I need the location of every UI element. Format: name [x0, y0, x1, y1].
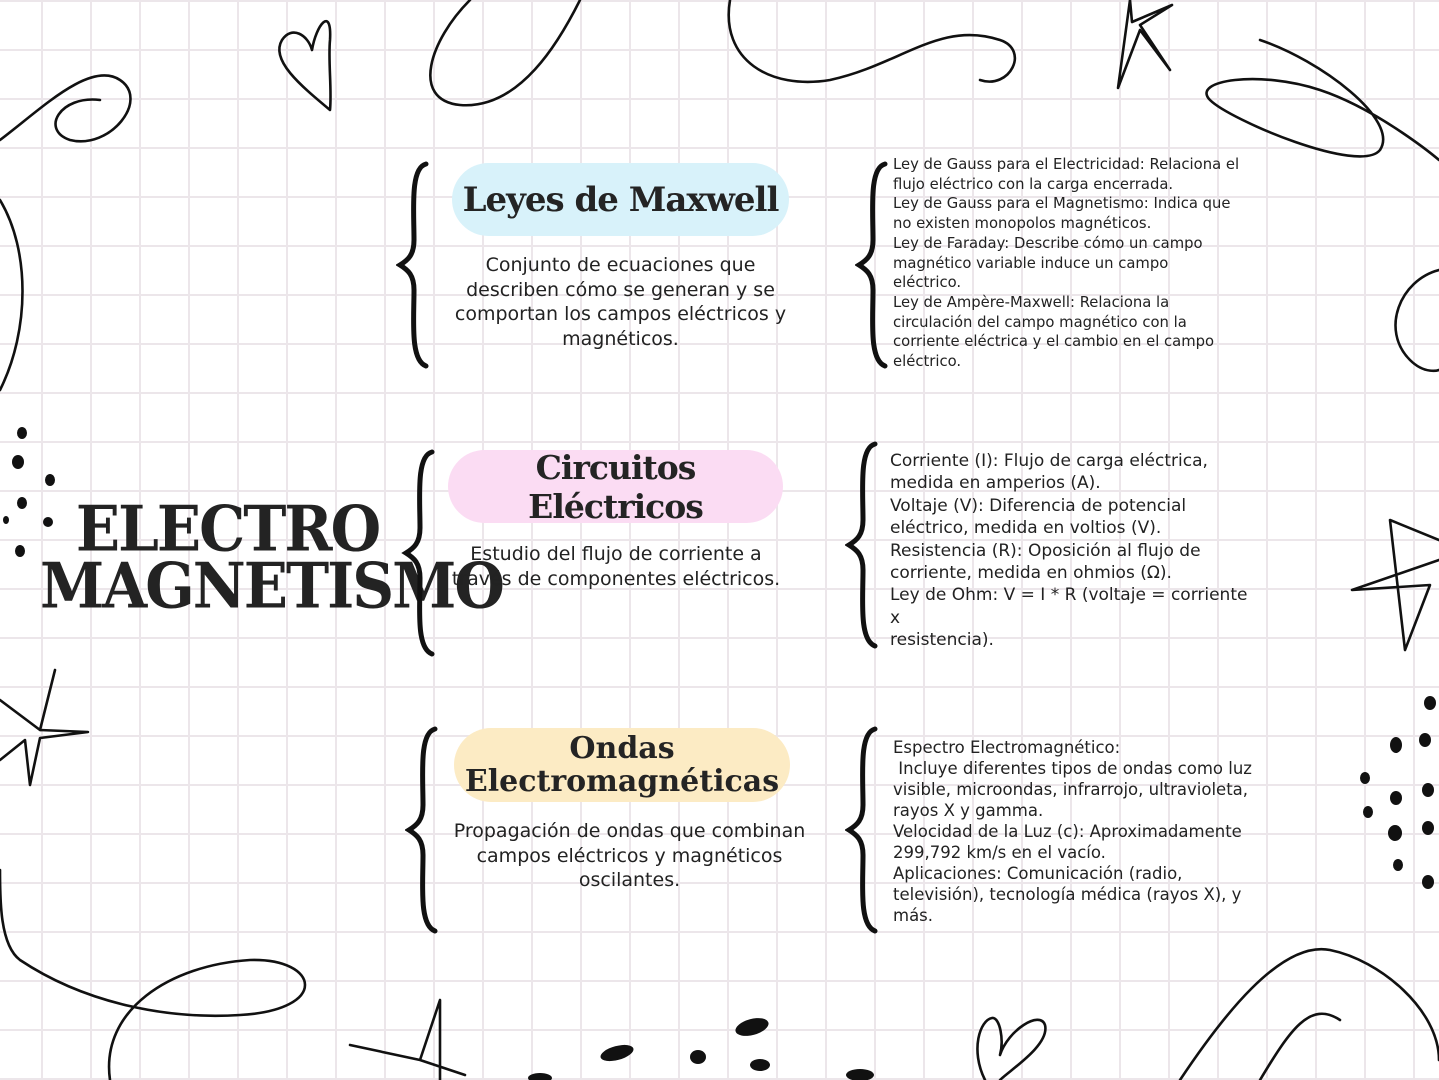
detail-line: circulación del campo magnético con la [893, 313, 1187, 331]
branch-description-maxwell: Conjunto de ecuaciones que describen cómo se generan y se comportan los campos eléctricos y magnéticos. [454, 254, 787, 350]
detail-line: Incluye diferentes tipos de ondas como luz [893, 759, 1252, 778]
loop-doodle [430, 0, 580, 105]
branch-details-maxwell [893, 155, 1263, 372]
detail-line: eléctrico, medida en voltios (V). [890, 518, 1162, 539]
loop-doodle [1180, 949, 1439, 1080]
loop-doodle [1396, 270, 1439, 371]
detail-line: flujo eléctrico con la carga encerrada. [893, 175, 1174, 193]
branch-title-circuits-text: Circuitos Eléctricos [528, 447, 703, 526]
detail-line: Ley de Faraday: Describe cómo un campo [893, 234, 1203, 252]
branch-description-waves: Propagación de ondas que combinan campos eléctricos y magnéticos oscilantes. [453, 820, 806, 891]
heart-doodle [279, 21, 330, 110]
squiggle-doodle [1260, 1014, 1340, 1080]
detail-line: Ley de Gauss para el Electricidad: Relaciona el [893, 156, 1240, 173]
detail-line: eléctrico. [893, 274, 962, 292]
star-doodle [350, 1000, 465, 1080]
detail-line: Aplicaciones: Comunicación (radio, [893, 864, 1183, 883]
detail-line: Corriente (I): Flujo de carga eléctrica, [890, 451, 1208, 471]
branch-title-circuits [448, 447, 783, 526]
heart-doodle [977, 1018, 1045, 1080]
detail-brace-middle [845, 440, 885, 650]
branch-title-maxwell [452, 163, 789, 236]
detail-line: no existen monopolos magnéticos. [893, 215, 1152, 233]
detail-line: magnético variable induce un campo [893, 254, 1169, 272]
main-topic-line1: ELECTRO [75, 492, 380, 566]
squiggle-doodle [729, 0, 1015, 82]
loop-doodle [1207, 40, 1439, 160]
dots-doodle [1424, 696, 1436, 710]
detail-line: Resistencia (R): Oposición al flujo de [890, 540, 1201, 561]
detail-line: más. [893, 906, 934, 925]
detail-line: rayos X y gamma. [893, 801, 1044, 820]
detail-line: Ley de Ohm: V = I * R (voltaje = corriente x [890, 585, 1253, 628]
main-brace-bottom [405, 725, 445, 935]
branch-title-maxwell-text: Leyes de Maxwell [462, 179, 779, 220]
squiggle-doodle [0, 200, 23, 390]
detail-line: visible, microondas, infrarrojo, ultravioleta, [893, 780, 1249, 799]
detail-line: Ley de Ampère-Maxwell: Relaciona la [893, 293, 1170, 311]
branch-description-circuits: Estudio del flujo de corriente a través de componentes eléctricos. [451, 543, 781, 590]
detail-line: televisión), tecnología médica (rayos X), y [893, 885, 1242, 904]
detail-line: corriente, medida en ohmios (Ω). [890, 563, 1172, 584]
detail-line: Velocidad de la Luz (c): Aproximadamente [893, 822, 1242, 841]
detail-brace-top [855, 160, 895, 370]
loop-doodle [0, 75, 130, 141]
detail-line: resistencia). [890, 630, 994, 651]
loop-doodle [0, 870, 305, 1080]
star-doodle [1352, 520, 1439, 650]
main-brace-middle [400, 448, 440, 658]
dots-doodle [734, 1015, 771, 1039]
detail-line: corriente eléctrica y el cambio en el campo [893, 333, 1215, 351]
detail-brace-bottom [845, 725, 885, 935]
main-brace-top [396, 160, 436, 370]
detail-line: Espectro Electromagnético: [893, 738, 1121, 757]
branch-title-waves-line1: Ondas [569, 731, 675, 766]
detail-line: Ley de Gauss para el Magnetismo: Indica que [893, 195, 1231, 213]
detail-line: eléctrico. [893, 353, 962, 371]
star-doodle [1118, 0, 1172, 88]
main-topic-title [40, 492, 503, 623]
detail-line: medida en amperios (A). [890, 473, 1101, 494]
detail-line: 299,792 km/s en el vacío. [893, 843, 1106, 862]
branch-details-circuits [890, 450, 1260, 652]
dots-doodle [17, 427, 27, 439]
branch-details-waves [893, 737, 1263, 926]
branch-title-waves-line2: Electromagnéticas [464, 764, 780, 799]
main-topic-line2: MAGNETISMO [40, 549, 503, 623]
detail-line: Voltaje (V): Diferencia de potencial [890, 495, 1187, 516]
branch-title-waves [454, 728, 790, 802]
star-doodle [0, 670, 88, 785]
